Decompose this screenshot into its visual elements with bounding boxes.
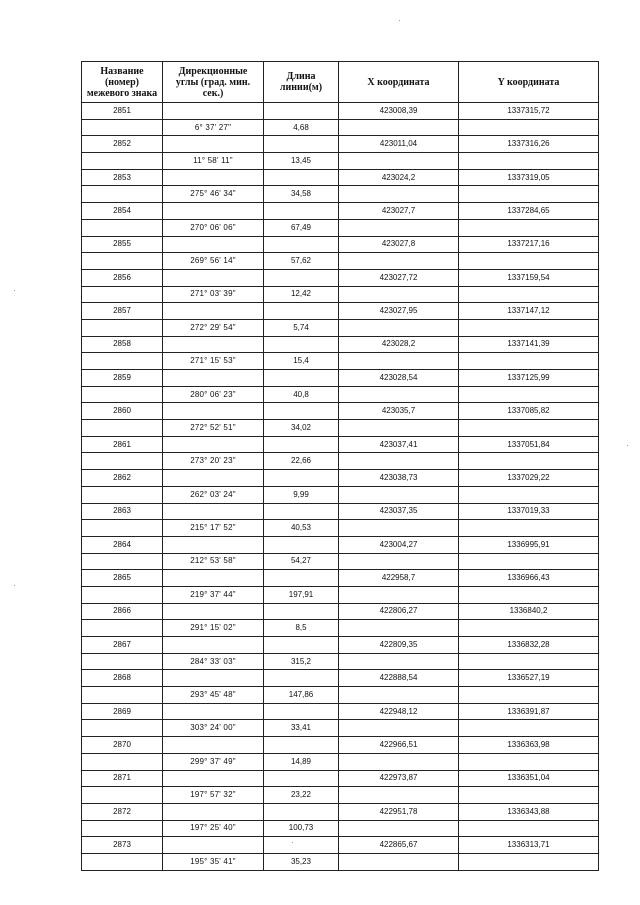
marker-name-cell <box>82 420 163 437</box>
marker-name-cell: 2860 <box>82 403 163 420</box>
direction-angle-cell <box>163 136 264 153</box>
marker-name-cell <box>82 119 163 136</box>
table-row <box>82 520 599 537</box>
table-row <box>82 770 599 787</box>
marker-name-cell: 2857 <box>82 303 163 320</box>
direction-angle-cell: 291° 15' 02" <box>163 620 264 637</box>
table-row <box>82 486 599 503</box>
direction-angle-cell <box>163 470 264 487</box>
y-coordinate-cell <box>459 319 599 336</box>
x-coordinate-cell <box>339 620 459 637</box>
table-row <box>82 336 599 353</box>
line-length-cell: 5,74 <box>264 319 339 336</box>
table-row <box>82 436 599 453</box>
marker-name-cell <box>82 286 163 303</box>
direction-angle-cell <box>163 670 264 687</box>
table-row <box>82 303 599 320</box>
line-length-cell: 12,42 <box>264 286 339 303</box>
line-length-cell <box>264 103 339 120</box>
y-coordinate-cell: 1336995,91 <box>459 536 599 553</box>
marker-name-cell: 2855 <box>82 236 163 253</box>
x-coordinate-cell <box>339 553 459 570</box>
table-row <box>82 470 599 487</box>
marker-name-cell <box>82 453 163 470</box>
marker-name-cell <box>82 219 163 236</box>
table-row <box>82 186 599 203</box>
marker-name-cell: 2873 <box>82 837 163 854</box>
marker-name-cell <box>82 787 163 804</box>
marker-name-cell <box>82 720 163 737</box>
y-coordinate-cell <box>459 219 599 236</box>
y-coordinate-cell: 1337284,65 <box>459 203 599 220</box>
y-coordinate-cell <box>459 553 599 570</box>
marker-name-cell <box>82 820 163 837</box>
header-y-coordinate: Y координата <box>459 62 599 103</box>
boundary-coordinates-table <box>81 61 599 871</box>
direction-angle-cell: 219° 37' 44" <box>163 586 264 603</box>
direction-angle-cell: 293° 45' 48" <box>163 687 264 704</box>
direction-angle-cell <box>163 803 264 820</box>
line-length-cell <box>264 703 339 720</box>
marker-name-cell: 2853 <box>82 169 163 186</box>
table-row <box>82 403 599 420</box>
direction-angle-cell <box>163 436 264 453</box>
direction-angle-cell <box>163 503 264 520</box>
y-coordinate-cell <box>459 486 599 503</box>
direction-angle-cell: 284° 33' 03" <box>163 653 264 670</box>
x-coordinate-cell <box>339 253 459 270</box>
line-length-cell: 40,8 <box>264 386 339 403</box>
table-row <box>82 503 599 520</box>
table-row <box>82 620 599 637</box>
marker-name-cell <box>82 353 163 370</box>
direction-angle-cell: 275° 46' 34" <box>163 186 264 203</box>
x-coordinate-cell: 422951,78 <box>339 803 459 820</box>
table-row <box>82 536 599 553</box>
direction-angle-cell: 303° 24' 00" <box>163 720 264 737</box>
marker-name-cell: 2865 <box>82 570 163 587</box>
line-length-cell: 315,2 <box>264 653 339 670</box>
marker-name-cell: 2869 <box>82 703 163 720</box>
line-length-cell <box>264 470 339 487</box>
marker-name-cell: 2872 <box>82 803 163 820</box>
x-coordinate-cell <box>339 286 459 303</box>
scan-speck <box>627 445 628 446</box>
marker-name-cell: 2858 <box>82 336 163 353</box>
table-row <box>82 737 599 754</box>
x-coordinate-cell: 422973,87 <box>339 770 459 787</box>
table-row <box>82 253 599 270</box>
table-row <box>82 787 599 804</box>
line-length-cell <box>264 269 339 286</box>
marker-name-cell: 2861 <box>82 436 163 453</box>
direction-angle-cell: 262° 03' 24" <box>163 486 264 503</box>
table-row <box>82 653 599 670</box>
table-row <box>82 136 599 153</box>
marker-name-cell: 2868 <box>82 670 163 687</box>
x-coordinate-cell <box>339 186 459 203</box>
x-coordinate-cell <box>339 853 459 870</box>
line-length-cell: 14,89 <box>264 753 339 770</box>
marker-name-cell <box>82 753 163 770</box>
y-coordinate-cell: 1337147,12 <box>459 303 599 320</box>
line-length-cell: 67,49 <box>264 219 339 236</box>
x-coordinate-cell <box>339 720 459 737</box>
y-coordinate-cell: 1336840,2 <box>459 603 599 620</box>
direction-angle-cell <box>163 570 264 587</box>
line-length-cell <box>264 136 339 153</box>
x-coordinate-cell <box>339 319 459 336</box>
marker-name-cell: 2866 <box>82 603 163 620</box>
x-coordinate-cell: 422865,67 <box>339 837 459 854</box>
table-row <box>82 169 599 186</box>
table-row <box>82 269 599 286</box>
table-row <box>82 637 599 654</box>
line-length-cell: 15,4 <box>264 353 339 370</box>
x-coordinate-cell: 423027,72 <box>339 269 459 286</box>
y-coordinate-cell <box>459 820 599 837</box>
marker-name-cell: 2871 <box>82 770 163 787</box>
table-header <box>82 62 599 103</box>
x-coordinate-cell: 422966,51 <box>339 737 459 754</box>
x-coordinate-cell <box>339 486 459 503</box>
x-coordinate-cell: 422958,7 <box>339 570 459 587</box>
y-coordinate-cell <box>459 753 599 770</box>
y-coordinate-cell <box>459 853 599 870</box>
direction-angle-cell: 269° 56' 14" <box>163 253 264 270</box>
x-coordinate-cell <box>339 753 459 770</box>
table-row <box>82 353 599 370</box>
x-coordinate-cell <box>339 586 459 603</box>
y-coordinate-cell: 1336832,28 <box>459 637 599 654</box>
y-coordinate-cell <box>459 186 599 203</box>
y-coordinate-cell <box>459 119 599 136</box>
direction-angle-cell <box>163 103 264 120</box>
table-row <box>82 803 599 820</box>
line-length-cell: 34,02 <box>264 420 339 437</box>
y-coordinate-cell: 1337319,05 <box>459 169 599 186</box>
line-length-cell: 57,62 <box>264 253 339 270</box>
marker-name-cell <box>82 319 163 336</box>
line-length-cell <box>264 370 339 387</box>
marker-name-cell <box>82 620 163 637</box>
direction-angle-cell <box>163 637 264 654</box>
scan-speck <box>292 842 293 843</box>
marker-name-cell <box>82 486 163 503</box>
direction-angle-cell <box>163 603 264 620</box>
y-coordinate-cell <box>459 586 599 603</box>
marker-name-cell <box>82 687 163 704</box>
direction-angle-cell: 273° 20' 23" <box>163 453 264 470</box>
line-length-cell <box>264 603 339 620</box>
x-coordinate-cell: 423011,04 <box>339 136 459 153</box>
y-coordinate-cell: 1336351,04 <box>459 770 599 787</box>
direction-angle-cell: 271° 03' 39" <box>163 286 264 303</box>
x-coordinate-cell: 422806,27 <box>339 603 459 620</box>
x-coordinate-cell: 423037,35 <box>339 503 459 520</box>
x-coordinate-cell: 423035,7 <box>339 403 459 420</box>
line-length-cell: 34,58 <box>264 186 339 203</box>
marker-name-cell: 2862 <box>82 470 163 487</box>
marker-name-cell <box>82 186 163 203</box>
x-coordinate-cell: 423037,41 <box>339 436 459 453</box>
table-row <box>82 203 599 220</box>
x-coordinate-cell <box>339 119 459 136</box>
line-length-cell <box>264 436 339 453</box>
y-coordinate-cell <box>459 286 599 303</box>
line-length-cell: 22,66 <box>264 453 339 470</box>
line-length-cell <box>264 169 339 186</box>
x-coordinate-cell <box>339 219 459 236</box>
table-row <box>82 420 599 437</box>
marker-name-cell <box>82 153 163 170</box>
line-length-cell <box>264 803 339 820</box>
x-coordinate-cell <box>339 420 459 437</box>
y-coordinate-cell: 1337051,84 <box>459 436 599 453</box>
line-length-cell <box>264 737 339 754</box>
table-row <box>82 319 599 336</box>
y-coordinate-cell <box>459 520 599 537</box>
direction-angle-cell <box>163 370 264 387</box>
y-coordinate-cell: 1336391,87 <box>459 703 599 720</box>
x-coordinate-cell: 423004,27 <box>339 536 459 553</box>
x-coordinate-cell: 423024,2 <box>339 169 459 186</box>
direction-angle-cell <box>163 336 264 353</box>
line-length-cell: 8,5 <box>264 620 339 637</box>
line-length-cell <box>264 637 339 654</box>
y-coordinate-cell <box>459 253 599 270</box>
x-coordinate-cell <box>339 820 459 837</box>
x-coordinate-cell: 422888,54 <box>339 670 459 687</box>
marker-name-cell: 2870 <box>82 737 163 754</box>
header-line-length: Длина линии(м) <box>264 62 339 103</box>
x-coordinate-cell: 423038,73 <box>339 470 459 487</box>
y-coordinate-cell <box>459 453 599 470</box>
line-length-cell: 35,23 <box>264 853 339 870</box>
y-coordinate-cell <box>459 353 599 370</box>
y-coordinate-cell: 1337019,33 <box>459 503 599 520</box>
y-coordinate-cell: 1336313,71 <box>459 837 599 854</box>
direction-angle-cell: 270° 06' 06" <box>163 219 264 236</box>
table-row <box>82 603 599 620</box>
table-row <box>82 553 599 570</box>
marker-name-cell <box>82 586 163 603</box>
direction-angle-cell <box>163 203 264 220</box>
direction-angle-cell <box>163 303 264 320</box>
y-coordinate-cell: 1337029,22 <box>459 470 599 487</box>
direction-angle-cell: 299° 37' 49" <box>163 753 264 770</box>
table-row <box>82 386 599 403</box>
x-coordinate-cell: 423027,8 <box>339 236 459 253</box>
table-row <box>82 687 599 704</box>
y-coordinate-cell <box>459 720 599 737</box>
y-coordinate-cell: 1337316,26 <box>459 136 599 153</box>
marker-name-cell: 2867 <box>82 637 163 654</box>
direction-angle-cell: 195° 35' 41" <box>163 853 264 870</box>
marker-name-cell: 2863 <box>82 503 163 520</box>
header-marker-name: Название (номер) межевого знака <box>82 62 163 103</box>
line-length-cell <box>264 536 339 553</box>
direction-angle-cell: 272° 52' 51" <box>163 420 264 437</box>
line-length-cell: 54,27 <box>264 553 339 570</box>
line-length-cell <box>264 203 339 220</box>
line-length-cell: 33,41 <box>264 720 339 737</box>
x-coordinate-cell <box>339 787 459 804</box>
y-coordinate-cell: 1337159,54 <box>459 269 599 286</box>
table-row <box>82 670 599 687</box>
marker-name-cell <box>82 520 163 537</box>
x-coordinate-cell <box>339 353 459 370</box>
x-coordinate-cell <box>339 687 459 704</box>
direction-angle-cell <box>163 403 264 420</box>
y-coordinate-cell: 1337141,39 <box>459 336 599 353</box>
y-coordinate-cell <box>459 420 599 437</box>
direction-angle-cell: 212° 53' 58" <box>163 553 264 570</box>
y-coordinate-cell: 1337315,72 <box>459 103 599 120</box>
marker-name-cell <box>82 386 163 403</box>
x-coordinate-cell: 422948,12 <box>339 703 459 720</box>
direction-angle-cell: 271° 15' 53" <box>163 353 264 370</box>
header-row <box>82 62 599 103</box>
table-row <box>82 586 599 603</box>
x-coordinate-cell: 423008,39 <box>339 103 459 120</box>
direction-angle-cell <box>163 236 264 253</box>
x-coordinate-cell <box>339 153 459 170</box>
marker-name-cell: 2864 <box>82 536 163 553</box>
line-length-cell <box>264 670 339 687</box>
x-coordinate-cell: 422809,35 <box>339 637 459 654</box>
line-length-cell: 9,99 <box>264 486 339 503</box>
line-length-cell <box>264 403 339 420</box>
direction-angle-cell <box>163 770 264 787</box>
line-length-cell <box>264 770 339 787</box>
marker-name-cell: 2859 <box>82 370 163 387</box>
y-coordinate-cell: 1336363,98 <box>459 737 599 754</box>
table-row <box>82 853 599 870</box>
table-body <box>82 103 599 871</box>
line-length-cell <box>264 837 339 854</box>
line-length-cell: 100,73 <box>264 820 339 837</box>
line-length-cell: 23,22 <box>264 787 339 804</box>
table-row <box>82 820 599 837</box>
direction-angle-cell <box>163 837 264 854</box>
y-coordinate-cell <box>459 687 599 704</box>
header-direction-angles: Дирекционные углы (град. мин. сек.) <box>163 62 264 103</box>
table-row <box>82 453 599 470</box>
x-coordinate-cell <box>339 520 459 537</box>
marker-name-cell <box>82 853 163 870</box>
header-x-coordinate: X координата <box>339 62 459 103</box>
y-coordinate-cell <box>459 620 599 637</box>
scan-speck <box>14 290 15 291</box>
y-coordinate-cell <box>459 153 599 170</box>
table-row <box>82 703 599 720</box>
line-length-cell: 147,86 <box>264 687 339 704</box>
line-length-cell: 13,45 <box>264 153 339 170</box>
line-length-cell <box>264 570 339 587</box>
marker-name-cell: 2856 <box>82 269 163 286</box>
line-length-cell <box>264 503 339 520</box>
x-coordinate-cell <box>339 653 459 670</box>
y-coordinate-cell: 1337125,99 <box>459 370 599 387</box>
direction-angle-cell: 272° 29' 54" <box>163 319 264 336</box>
direction-angle-cell: 11° 58' 11" <box>163 153 264 170</box>
marker-name-cell: 2854 <box>82 203 163 220</box>
direction-angle-cell: 197° 57' 32" <box>163 787 264 804</box>
y-coordinate-cell: 1337217,16 <box>459 236 599 253</box>
direction-angle-cell <box>163 169 264 186</box>
line-length-cell: 40,53 <box>264 520 339 537</box>
direction-angle-cell: 6° 37' 27" <box>163 119 264 136</box>
y-coordinate-cell <box>459 653 599 670</box>
table-row <box>82 720 599 737</box>
table-row <box>82 837 599 854</box>
direction-angle-cell <box>163 703 264 720</box>
x-coordinate-cell: 423028,2 <box>339 336 459 353</box>
table-row <box>82 570 599 587</box>
y-coordinate-cell: 1336343,88 <box>459 803 599 820</box>
table-row <box>82 153 599 170</box>
table-row <box>82 286 599 303</box>
table-row <box>82 236 599 253</box>
y-coordinate-cell: 1337085,82 <box>459 403 599 420</box>
scan-speck <box>14 585 15 586</box>
line-length-cell: 197,91 <box>264 586 339 603</box>
y-coordinate-cell <box>459 787 599 804</box>
direction-angle-cell <box>163 536 264 553</box>
marker-name-cell: 2851 <box>82 103 163 120</box>
y-coordinate-cell: 1336966,43 <box>459 570 599 587</box>
scan-speck <box>399 20 400 21</box>
table-row <box>82 370 599 387</box>
direction-angle-cell: 215° 17' 52" <box>163 520 264 537</box>
line-length-cell: 4,68 <box>264 119 339 136</box>
y-coordinate-cell <box>459 386 599 403</box>
line-length-cell <box>264 336 339 353</box>
x-coordinate-cell: 423027,7 <box>339 203 459 220</box>
x-coordinate-cell: 423028,54 <box>339 370 459 387</box>
direction-angle-cell <box>163 737 264 754</box>
table-row <box>82 753 599 770</box>
y-coordinate-cell: 1336527,19 <box>459 670 599 687</box>
line-length-cell <box>264 236 339 253</box>
line-length-cell <box>264 303 339 320</box>
table-row <box>82 103 599 120</box>
survey-sheet <box>81 61 598 871</box>
marker-name-cell <box>82 553 163 570</box>
x-coordinate-cell <box>339 386 459 403</box>
x-coordinate-cell <box>339 453 459 470</box>
table-row <box>82 119 599 136</box>
marker-name-cell <box>82 253 163 270</box>
marker-name-cell <box>82 653 163 670</box>
x-coordinate-cell: 423027,95 <box>339 303 459 320</box>
direction-angle-cell: 197° 25' 40" <box>163 820 264 837</box>
direction-angle-cell: 280° 06' 23" <box>163 386 264 403</box>
table-row <box>82 219 599 236</box>
marker-name-cell: 2852 <box>82 136 163 153</box>
direction-angle-cell <box>163 269 264 286</box>
